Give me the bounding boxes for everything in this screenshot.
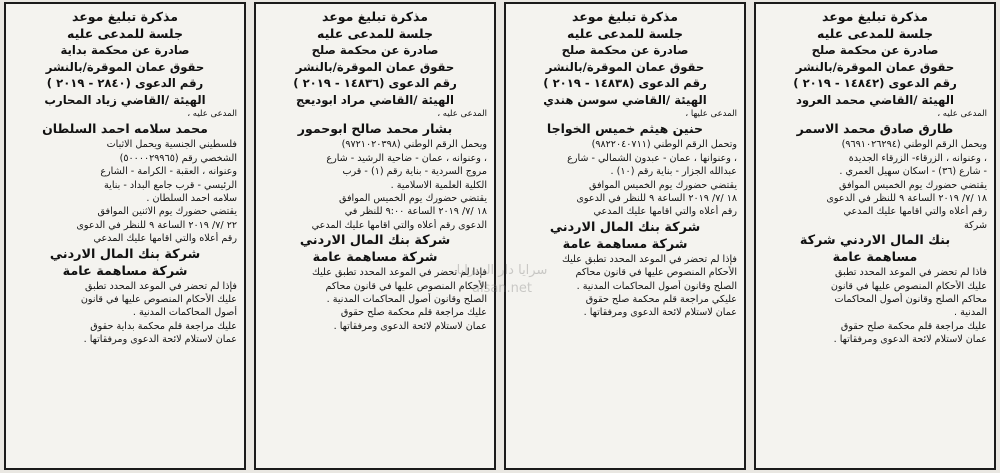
court-notice-1 — [754, 2, 996, 470]
notice-body-line: وتحمل الرقم الوطني (٩٨٢٢٠٤٠٧١١) — [591, 139, 737, 151]
notice-body-line: عليك الأحكام المنصوص عليها في قانون — [80, 294, 237, 306]
defendant-name: حنين هيثم خميس الخواجا — [546, 121, 704, 137]
notice-body-line: عمان لاستلام لائحة الدعوى ومرفقاتها . — [583, 307, 737, 319]
case-number: رقم الدعوى (١٤٨٣٨ - ٢٠١٩ ) — [543, 76, 707, 91]
case-number: رقم الدعوى (٢٨٤٠ - ٢٠١٩ ) — [46, 76, 204, 91]
notice-body-line: رقم أعلاه والتي اقامها عليك المدعي — [843, 206, 987, 218]
notice-subtitle: جلسة للمدعى عليه — [566, 26, 684, 41]
defendant-label: المدعى عليه ، — [437, 109, 487, 120]
notice-body-line: محاكم الصلح وقانون أصول المحاكمات — [834, 294, 987, 306]
notice-body-line: عليك مراجعة قلم محكمة بداية حقوق — [90, 320, 237, 332]
notice-subtitle: جلسة للمدعى عليه — [66, 26, 184, 41]
notice-court-location: حقوق عمان الموقرة/بالنشر — [795, 59, 955, 74]
judge: الهيئة /القاضي سوسن هندي — [543, 92, 707, 107]
notice-subtitle: جلسة للمدعى عليه — [316, 26, 434, 41]
notice-court: صادرة عن محكمة بداية — [60, 43, 190, 57]
notice-body-line: ١٨ /٧/ ٢٠١٩ الساعة ٩ للنظر في الدعوى — [826, 193, 987, 204]
defendant-label: المدعى عليها ، — [685, 109, 737, 120]
plaintiff-type: شركة مساهمة عامة — [562, 236, 688, 252]
notice-title: مذكرة تبليغ موعد — [572, 9, 678, 24]
notice-court: صادرة عن محكمة صلح — [561, 43, 689, 57]
plaintiff-name: بنك المال الاردني شركة — [799, 233, 951, 249]
defendant-label: المدعى عليه ، — [937, 109, 987, 120]
defendant-name: محمد سلامه احمد السلطان — [42, 121, 208, 137]
defendant-name: بشار محمد صالح ابوحمور — [297, 121, 453, 137]
notice-body-line: - شارع (٣٦) - اسكان سهيل العمري . — [839, 166, 987, 178]
judge: الهيئة /القاضي محمد العرود — [795, 92, 955, 107]
notice-body-line: وعنوانه ، العقبة - الكرامة - الشارع — [100, 166, 237, 178]
notice-body-line: الأحكام المنصوص عليها في قانون محاكم — [325, 280, 487, 292]
notice-body-line: سلامه احمد السلطان . — [146, 193, 237, 204]
notice-body-line: الرئيسي - قرب جامع البداد - بناية — [104, 179, 237, 191]
notice-title: مذكرة تبليغ موعد — [822, 9, 928, 24]
court-notice-3 — [254, 2, 496, 470]
notice-body-line: عمان لاستلام لائحة الدعوى ومرفقاتها . — [833, 334, 987, 346]
notice-subtitle: جلسة للمدعى عليه — [816, 26, 934, 41]
notice-body-line: مروج السردية - بناية رقم (١) - قرب — [342, 166, 487, 178]
notice-body-line: عليك الأحكام المنصوص عليها في قانون — [830, 280, 987, 292]
notice-body-line: الكلية العلمية الاسلامية . — [390, 179, 487, 191]
notice-body-line: يقتضي حضورك يوم الخميس الموافق — [338, 193, 487, 204]
defendant-label: المدعى عليه ، — [187, 109, 237, 120]
plaintiff-type: مساهمة عامة — [832, 250, 918, 266]
notice-body-line: المدنية . — [954, 307, 987, 319]
notice-body-line: ويحمل الرقم الوطني (٩٦٩١٠٢٦٢٩٤) — [841, 139, 987, 151]
notice-body-line: يقتضي حضورك يوم الخميس الموافق — [838, 179, 987, 191]
notice-body-line: فلسطيني الجنسية ويحمل الاثبات — [106, 139, 237, 151]
notice-court-location: حقوق عمان الموقرة/بالنشر — [545, 59, 705, 74]
notice-court-location: حقوق عمان الموقرة/بالنشر — [45, 59, 205, 74]
notice-body-line: أصول المحاكمات المدنية . — [132, 307, 237, 319]
notice-body-line: الصلح وقانون أصول المحاكمات المدنية . — [326, 294, 487, 306]
notice-body-line: ١٨ /٧/ ٢٠١٩ الساعة ٩:٠٠ للنظر في — [344, 206, 487, 218]
notice-body-line: الشخصي رقم (٥٠٠٠٠٢٩٩٦٥) — [119, 152, 237, 164]
notice-body-line: ١٨ /٧/ ٢٠١٩ الساعة ٩ للنظر في الدعوى — [576, 193, 737, 204]
notice-body-line: عمان لاستلام لائحة الدعوى ومرفقاتها . — [83, 334, 237, 346]
case-number: رقم الدعوى (١٤٨٤٢ - ٢٠١٩ ) — [793, 76, 957, 91]
court-notice-4 — [4, 2, 246, 470]
notice-court: صادرة عن محكمة صلح — [811, 43, 939, 57]
notice-title: مذكرة تبليغ موعد — [322, 9, 428, 24]
plaintiff-name: شركة بنك المال الاردني — [299, 233, 451, 249]
notice-body-line: عليكي مراجعة قلم محكمة صلح حقوق — [585, 294, 737, 306]
notice-body-line: يقتضي حضورك يوم الخميس الموافق — [588, 179, 737, 191]
notice-body-line: فإذا لم تحضر في الموعد المحدد تطبق عليك — [562, 253, 737, 265]
notice-body-line: فإذا لم تحضر في الموعد المحدد تطبق عليك — [312, 267, 487, 279]
plaintiff-type: شركة مساهمة عامة — [312, 250, 438, 266]
notice-body-line: عليك مراجعة قلم محكمة صلح حقوق — [840, 320, 987, 332]
notice-body-line: رقم أعلاه والتي اقامها عليك المدعي — [593, 206, 737, 218]
notice-body-line: عمان لاستلام لائحة الدعوى ومرفقاتها . — [333, 320, 487, 332]
plaintiff-name: شركة بنك المال الاردني — [549, 219, 701, 235]
notice-body-line: عبدالله الجزار - بناية رقم (١٠) . — [610, 166, 737, 178]
notice-body-line: فاذا لم تحضر في الموعد المحدد تطبق — [834, 267, 987, 279]
judge: الهيئة /القاضي مراد ابوديعج — [296, 92, 454, 107]
plaintiff-name: شركة بنك المال الاردني — [49, 246, 201, 262]
notice-body-line: ، وعنوانه ، عمان - ضاحية الرشيد - شارع — [326, 152, 487, 164]
watermark-line-1: سرايا دار السرايا — [456, 263, 548, 278]
plaintiff-type: شركة مساهمة عامة — [62, 263, 188, 279]
watermark-line-2: alsan.net — [471, 281, 533, 296]
judge: الهيئة /القاضي زياد المحارب — [44, 92, 206, 107]
notice-body-line: ، وعنوانها ، عمان - عبدون الشمالي - شارع — [567, 152, 737, 164]
case-number: رقم الدعوى (١٤٨٣٦ - ٢٠١٩ ) — [293, 76, 457, 91]
notice-court-location: حقوق عمان الموقرة/بالنشر — [295, 59, 455, 74]
notice-body-line: يقتضي حضورك يوم الاثنين الموافق — [97, 206, 237, 218]
notice-body-line: الصلح وقانون أصول المحاكمات المدنية . — [576, 280, 737, 292]
notice-court: صادرة عن محكمة صلح — [311, 43, 439, 57]
notice-body-line: عليك مراجعة قلم محكمة صلح حقوق — [340, 307, 487, 319]
notice-body-line: الأحكام المنصوص عليها في قانون محاكم — [575, 267, 737, 279]
notice-body-line: ويحمل الرقم الوطني (٩٧٢١٠٢٠٣٩٨) — [341, 139, 487, 151]
notice-body-line: ، وعنوانه ، الزرقاء- الزرقاء الجديدة — [848, 152, 987, 164]
notice-body-line: شركة — [963, 219, 987, 231]
notice-body-line: ٢٢ /٧/ ٢٠١٩ الساعة ٩ للنظر في الدعوى — [76, 219, 237, 231]
notice-body-line: الدعوى رقم أعلاه والتي اقامها عليك المدعي — [311, 219, 487, 231]
notice-body-line: فإذا لم تحضر في الموعد المحدد تطبق — [84, 280, 237, 292]
defendant-name: طارق صادق محمد الاسمر — [796, 121, 954, 137]
notice-body-line: رقم أعلاه والتي اقامها عليك المدعي — [93, 233, 237, 245]
notice-title: مذكرة تبليغ موعد — [72, 9, 178, 24]
court-notice-2 — [504, 2, 746, 470]
